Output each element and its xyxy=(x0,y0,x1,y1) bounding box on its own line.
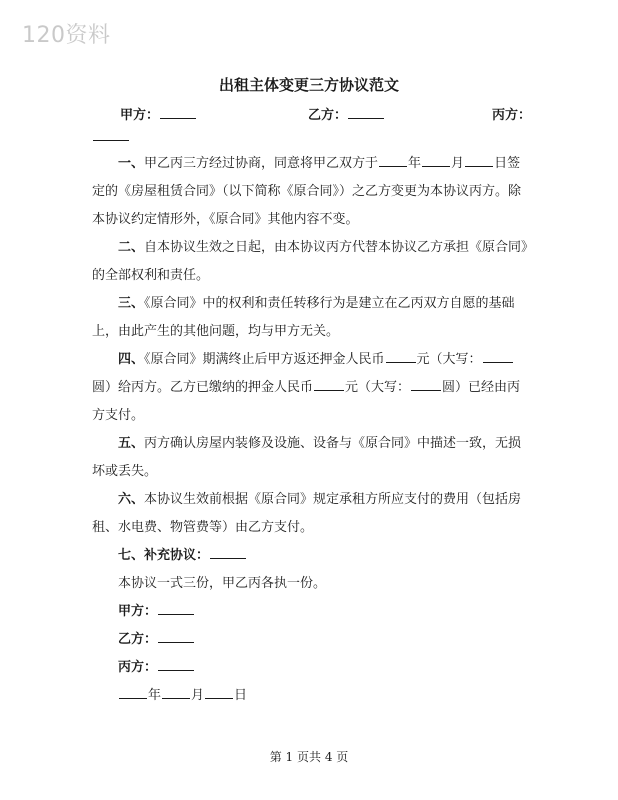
clause-4-number: 四、 xyxy=(118,352,145,367)
clause-4 xyxy=(92,346,532,430)
party-a xyxy=(120,104,197,123)
parties-header xyxy=(0,104,618,144)
clause-5 xyxy=(92,430,532,486)
page-footer: 第 1 页共 4 页 xyxy=(269,750,349,764)
signature-a-blank[interactable] xyxy=(158,600,194,615)
document-body xyxy=(92,150,532,710)
clause-4-text-d: 元（大写： xyxy=(345,380,411,395)
clause-6-text: 本协议生效前根据《原合同》规定承租方所应支付的费用（包括房租、水电费、物管费等）由乙方支付。 xyxy=(92,492,522,535)
clause-6-number: 六、 xyxy=(118,492,145,507)
clause-4-text-e: 圆）已经由丙方支付。 xyxy=(92,380,521,423)
deposit-amount-blank[interactable] xyxy=(386,348,416,363)
sign-day-blank[interactable] xyxy=(205,684,233,699)
day-blank[interactable] xyxy=(465,152,493,167)
document-title: 出租主体变更三方协议范文 xyxy=(218,76,399,94)
supplement-label: 七、补充协议： xyxy=(118,548,210,563)
clause-1-number: 一、 xyxy=(118,156,145,171)
signature-c xyxy=(92,654,532,682)
clause-5-number: 五、 xyxy=(118,436,145,451)
clause-1 xyxy=(92,150,532,234)
clause-1-text-b: 日签定的《房屋租赁合同》（以下简称《原合同》）之乙方变更为本协议丙方。除本协议约定情形外，《原合同》其他内容不变。 xyxy=(92,156,522,227)
sign-year-label: 年 xyxy=(148,688,162,703)
signature-a xyxy=(92,598,532,626)
supplement-blank[interactable] xyxy=(210,544,246,559)
party-c xyxy=(492,104,531,123)
watermark: 120资料 xyxy=(22,23,111,48)
year-blank[interactable] xyxy=(379,152,407,167)
sign-day-label: 日 xyxy=(234,688,248,703)
clause-3 xyxy=(92,290,532,346)
clause-3-text: 《原合同》中的权利和责任转移行为是建立在乙丙双方自愿的基础上，由此产生的其他问题，均与甲方无关。 xyxy=(92,296,515,339)
clause-3-number: 三、 xyxy=(118,296,145,311)
clause-7 xyxy=(92,542,532,570)
clause-1-text-a: 甲乙丙三方经过协商，同意将甲乙双方于 xyxy=(144,156,379,171)
clause-4-text-b: 元（大写： xyxy=(416,352,482,367)
signature-c-blank[interactable] xyxy=(158,656,194,671)
deposit-words-blank[interactable] xyxy=(483,348,513,363)
party-a-blank[interactable] xyxy=(160,104,196,119)
party-a-label: 甲方： xyxy=(120,108,160,123)
clause-2-text: 自本协议生效之日起，由本协议丙方代替本协议乙方承担《原合同》的全部权利和责任。 xyxy=(92,240,528,283)
month-blank[interactable] xyxy=(422,152,450,167)
paid-deposit-amount-blank[interactable] xyxy=(314,376,344,391)
clause-6 xyxy=(92,486,532,542)
copies-statement: 本协议一式三份，甲乙丙各执一份。 xyxy=(118,576,327,591)
party-b xyxy=(308,104,385,123)
signature-b-label: 乙方： xyxy=(118,632,158,647)
clause-2-number: 二、 xyxy=(118,240,145,255)
clause-2 xyxy=(92,234,532,290)
paid-deposit-words-blank[interactable] xyxy=(411,376,441,391)
clause-5-text: 丙方确认房屋内装修及设施、设备与《原合同》中描述一致，无损坏或丢失。 xyxy=(92,436,522,479)
signature-a-label: 甲方： xyxy=(118,604,158,619)
clause-1-month: 月 xyxy=(451,156,465,171)
sign-date xyxy=(92,682,532,710)
signature-c-label: 丙方： xyxy=(118,660,158,675)
sign-year-blank[interactable] xyxy=(119,684,147,699)
sign-month-label: 月 xyxy=(191,688,205,703)
signature-b-blank[interactable] xyxy=(158,628,194,643)
sign-month-blank[interactable] xyxy=(162,684,190,699)
clause-4-text-c: 圆）给丙方。乙方已缴纳的押金人民币 xyxy=(92,380,314,395)
signature-b xyxy=(92,626,532,654)
clause-4-text-a: 《原合同》期满终止后甲方返还押金人民币 xyxy=(144,352,385,367)
clause-1-year: 年 xyxy=(408,156,422,171)
party-b-label: 乙方： xyxy=(308,108,348,123)
party-c-blank[interactable] xyxy=(93,126,129,141)
party-b-blank[interactable] xyxy=(348,104,384,119)
party-c-label: 丙方： xyxy=(492,108,532,123)
